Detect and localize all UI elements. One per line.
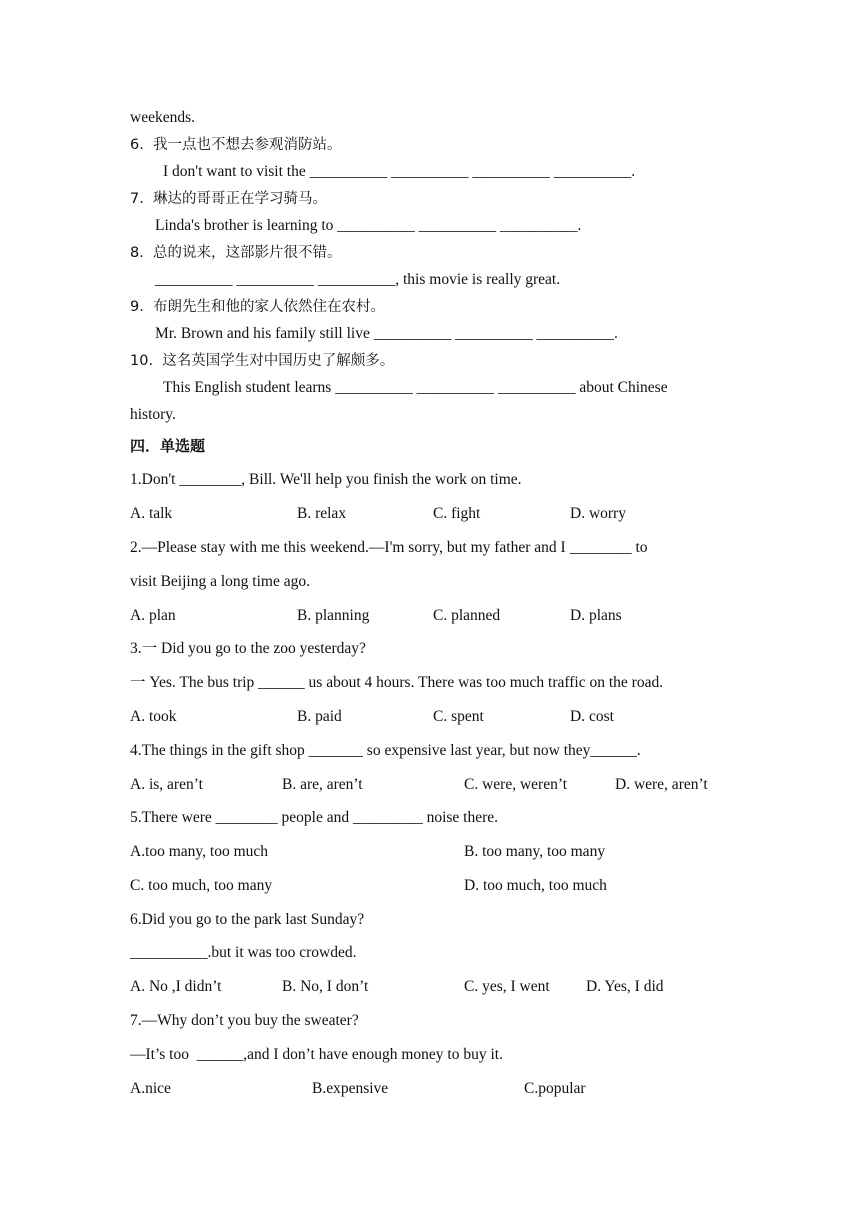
question-7-option-a: A.nice [130,1080,171,1097]
translation-prompt-9: 9. 布朗先生和他的家人依然住在农村。 [130,299,386,315]
question-6-stem-cont: __________.but it was too crowded. [130,944,357,961]
translation-answer-8: __________ __________ __________, this movie is really great. [155,271,561,288]
question-6-stem: 6.Did you go to the park last Sunday? [130,911,365,928]
translation-prompt-10: 10. 这名英国学生对中国历史了解颇多。 [130,353,395,369]
question-1-option-a: A. talk [130,505,173,522]
question-7-option-b: B.expensive [312,1080,389,1097]
question-7-option-c: C.popular [524,1080,586,1097]
question-2-stem-cont: visit Beijing a long time ago. [130,573,310,590]
question-4-stem: 4.The things in the gift shop _______ so expensive last year, but now they______. [130,742,641,759]
question-4-option-c: C. were, weren’t [464,776,568,793]
translation-prompt-6: 6. 我一点也不想去参观消防站。 [130,137,342,153]
question-4-option-b: B. are, aren’t [282,776,363,793]
question-3-stem-cont: 一 Yes. The bus trip ______ us about 4 hours. There was too much traffic on the road. [130,674,664,691]
question-2-stem: 2.—Please stay with me this weekend.—I'm sorry, but my father and I ________ to [130,539,648,556]
question-5-stem: 5.There were ________ people and _________ noise there. [130,809,499,826]
question-6-option-b: B. No, I don’t [282,978,369,995]
question-2-option-d: D. plans [570,607,622,624]
question-3-option-a: A. took [130,708,177,725]
question-3-option-d: D. cost [570,708,614,725]
translation-answer-10: This English student learns __________ __________ __________ about Chinese [163,379,668,396]
question-5-option-b: B. too many, too many [464,843,606,860]
question-7-stem: 7.—Why don’t you buy the sweater? [130,1012,359,1029]
continuation-line: weekends. [130,109,195,126]
question-2-option-b: B. planning [297,607,370,624]
question-3-option-b: B. paid [297,708,342,725]
question-6-option-d: D. Yes, I did [586,978,664,995]
question-3-stem: 3.一 Did you go to the zoo yesterday? [130,640,366,657]
section-heading: 四．单选题 [130,437,206,455]
question-1-stem: 1.Don't ________, Bill. We'll help you finish the work on time. [130,471,522,488]
question-5-option-c: C. too much, too many [130,877,273,894]
question-6-option-a: A. No ,I didn’t [130,978,222,995]
translation-answer-9: Mr. Brown and his family still live __________ __________ __________. [155,325,618,342]
question-4-option-a: A. is, aren’t [130,776,203,793]
question-3-option-c: C. spent [433,708,484,725]
translation-prompt-7: 7. 琳达的哥哥正在学习骑马。 [130,191,328,207]
question-4-option-d: D. were, aren’t [615,776,708,793]
translation-answer-7: Linda's brother is learning to __________ __________ __________. [155,217,582,234]
translation-prompt-8: 8. 总的说来，这部影片很不错。 [130,245,342,261]
question-5-option-d: D. too much, too much [464,877,607,894]
question-6-option-c: C. yes, I went [464,978,550,995]
question-2-option-a: A. plan [130,607,176,624]
translation-answer-6: I don't want to visit the __________ __________ __________ __________. [163,163,636,180]
question-5-option-a: A.too many, too much [130,843,269,860]
question-2-option-c: C. planned [433,607,501,624]
question-1-option-b: B. relax [297,505,347,522]
question-1-option-d: D. worry [570,505,626,522]
question-1-option-c: C. fight [433,505,481,522]
question-7-stem-cont: —It’s too ______,and I don’t have enough money to buy it. [130,1046,503,1063]
translation-answer-10-tail: history. [130,406,176,423]
